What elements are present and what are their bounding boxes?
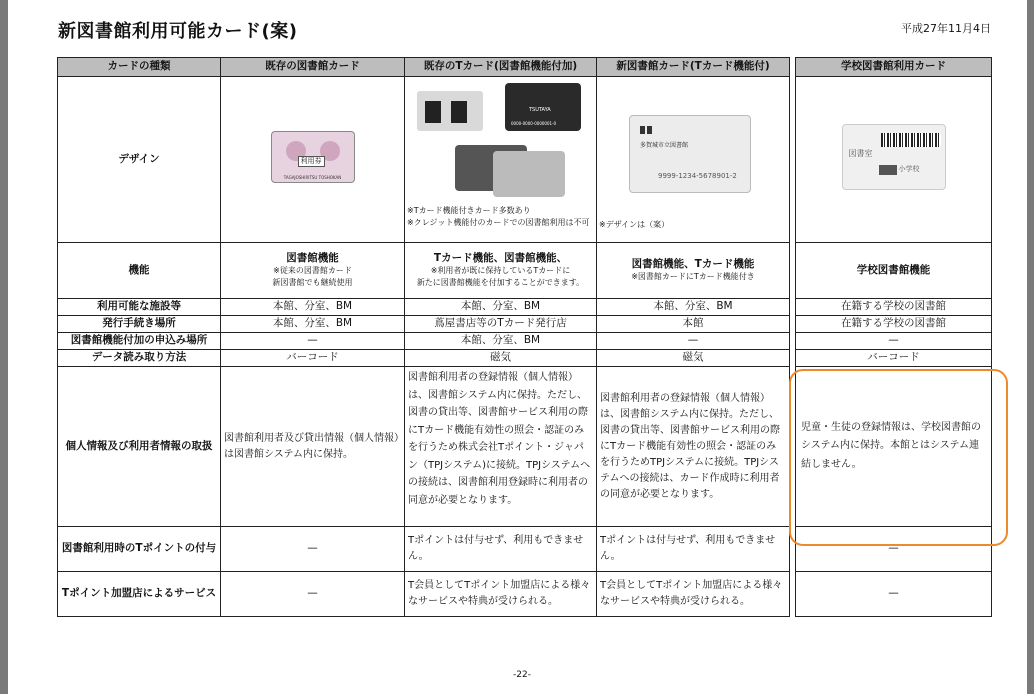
school-tpoint-service: — — [796, 572, 992, 617]
newcard-design-note: ※デザインは（案） — [599, 220, 670, 229]
tcard-tpoint-service: T会員としてTポイント加盟店による様々なサービスや特典が受けられる。 — [405, 572, 597, 617]
header-school-card: 学校図書館利用カード — [796, 58, 992, 77]
newcard-tpoint-library: Tポイントは付与せず、利用もできません。 — [597, 527, 790, 572]
school-card-image — [796, 77, 992, 243]
tcard-read-method: 磁気 — [405, 350, 597, 367]
newcard-issue-place: 本館 — [597, 316, 790, 333]
document-page — [8, 0, 1027, 694]
row-label-design: デザイン — [58, 77, 221, 243]
row-label-apply-place: 図書館機能付加の申込み場所 — [58, 333, 221, 350]
row-label-facilities: 利用可能な施設等 — [58, 299, 221, 316]
newcard-privacy: 図書館利用者の登録情報（個人情報）は、図書館システム内に保持。ただし、図書の貸出等、図書館サービス利用の際にTカード機能有効性の照会・認証のみを行うためTPJシステムに接続。TPJシステムへの接続は、カード作成時に利用者の同意が必要となります。 — [597, 367, 790, 527]
newcard-read-method: 磁気 — [597, 350, 790, 367]
card-comparison-table — [57, 57, 790, 617]
existing-card-caption: TAGAJOSHIRITSU TOSHOKAN — [283, 174, 342, 180]
header-existing-card: 既存の図書館カード — [221, 58, 405, 77]
row-label-issue-place: 発行手続き場所 — [58, 316, 221, 333]
school-card-picture — [842, 124, 946, 190]
school-card-label: 図書室 — [848, 149, 873, 159]
tcard-issue-place: 蔦屋書店等のTカード発行店 — [405, 316, 597, 333]
table-row-privacy — [58, 367, 790, 527]
existing-tpoint-library: — — [221, 527, 405, 572]
table-row-facilities — [58, 299, 790, 316]
row-label-tpoint-library: 図書館利用時のTポイントの付与 — [58, 527, 221, 572]
table-row-tpoint-library — [58, 527, 790, 572]
existing-card-text: 利用券 — [298, 156, 325, 167]
existing-read-method: バーコード — [221, 350, 405, 367]
tcard-function-main: Tカード機能、図書館機能、 — [433, 251, 568, 264]
newcard-number: 9999-1234-5678901-2 — [658, 172, 737, 180]
school-function: 学校図書館機能 — [796, 243, 992, 299]
existing-card-image — [221, 77, 405, 243]
existing-function-note-1: ※従来の図書館カード — [273, 266, 352, 276]
existing-function-note-2: 新図書館でも継続使用 — [272, 278, 353, 288]
newcard-picture — [597, 77, 789, 205]
newcard-apply-place: — — [597, 333, 790, 350]
school-read-method: バーコード — [796, 350, 992, 367]
table-row-apply-place — [58, 333, 790, 350]
row-label-read-method: データ読み取り方法 — [58, 350, 221, 367]
tcard-pictures — [405, 77, 596, 205]
newcard-name: 多賀城市立図書館 — [640, 142, 689, 149]
header-new-card: 新図書館カード(Tカード機能付) — [597, 58, 790, 77]
page-number: -22- — [513, 670, 531, 680]
row-label-privacy: 個人情報及び利用者情報の取扱 — [58, 367, 221, 527]
header-tcard: 既存のTカード(図書館機能付加) — [405, 58, 597, 77]
table-row-function — [58, 243, 790, 299]
tcard-function-note-1: ※利用者が既に保持しているTカードに — [430, 266, 571, 276]
header-card-type: カードの種類 — [58, 58, 221, 77]
document-date: 平成27年11月4日 — [901, 22, 991, 35]
tcard-tpoint-library: Tポイントは付与せず、利用もできません。 — [405, 527, 597, 572]
school-apply-place: — — [796, 333, 992, 350]
newcard-function — [597, 243, 790, 299]
tcard-apply-place: 本館、分室、BM — [405, 333, 597, 350]
school-facilities: 在籍する学校の図書館 — [796, 299, 992, 316]
tcard-function-note-2: 新たに図書館機能を付加することができます。 — [416, 278, 585, 288]
existing-function-main: 図書館機能 — [286, 251, 339, 264]
row-label-function: 機能 — [58, 243, 221, 299]
newcard-function-main: 図書館機能、Tカード機能 — [631, 257, 755, 270]
newcard-facilities: 本館、分室、BM — [597, 299, 790, 316]
highlight-annotation — [789, 369, 1008, 546]
row-label-tpoint-service: Tポイント加盟店によるサービス — [58, 572, 221, 617]
tcard-facilities: 本館、分室、BM — [405, 299, 597, 316]
existing-facilities: 本館、分室、BM — [221, 299, 405, 316]
tcard-note-1: ※Tカード機能付きカード多数あり — [407, 206, 531, 215]
school-tpoint-library: — — [796, 527, 992, 572]
table-row-issue-place — [58, 316, 790, 333]
existing-card-picture — [271, 131, 355, 183]
existing-privacy: 図書館利用者及び貸出情報（個人情報）は図書館システム内に保持。 — [221, 367, 405, 527]
existing-function — [221, 243, 405, 299]
tcard-number: 0000-0000-0000001-0 — [511, 121, 557, 126]
school-issue-place: 在籍する学校の図書館 — [796, 316, 992, 333]
school-card-name: 小学校 — [898, 165, 920, 174]
tcard-function — [405, 243, 597, 299]
newcard-image-cell — [597, 77, 790, 243]
table-row-read-method — [58, 350, 790, 367]
school-privacy: 児童・生徒の登録情報は、学校図書館のシステム内に保持。本館とはシステム連結しません。 — [796, 367, 992, 527]
existing-issue-place: 本館、分室、BM — [221, 316, 405, 333]
tcard-privacy: 図書館利用者の登録情報（個人情報）は、図書館システム内に保持。ただし、図書の貸出等、図書館サービス利用の際にTカード機能有効性の照会・認証のみを行うため株式会社Tポイント・ジャパン（TPJシステム)に接続。TPJシステムへの接続は、図書館利用登録時に利用者の同意が必要となります。 — [405, 367, 597, 527]
existing-tpoint-service: — — [221, 572, 405, 617]
newcard-tpoint-service: T会員としてTポイント加盟店による様々なサービスや特典が受けられる。 — [597, 572, 790, 617]
page-title: 新図書館利用可能カード(案) — [58, 21, 298, 42]
table-row-tpoint-service — [58, 572, 790, 617]
table-row-design — [58, 77, 790, 243]
existing-apply-place: — — [221, 333, 405, 350]
tcard-note-2: ※クレジット機能付のカードでの図書館利用は不可 — [407, 218, 590, 227]
tcard-brand: TSUTAYA — [529, 107, 551, 113]
tcard-image-cell — [405, 77, 597, 243]
newcard-function-note: ※図書館カードにTカード機能付き — [631, 272, 755, 282]
